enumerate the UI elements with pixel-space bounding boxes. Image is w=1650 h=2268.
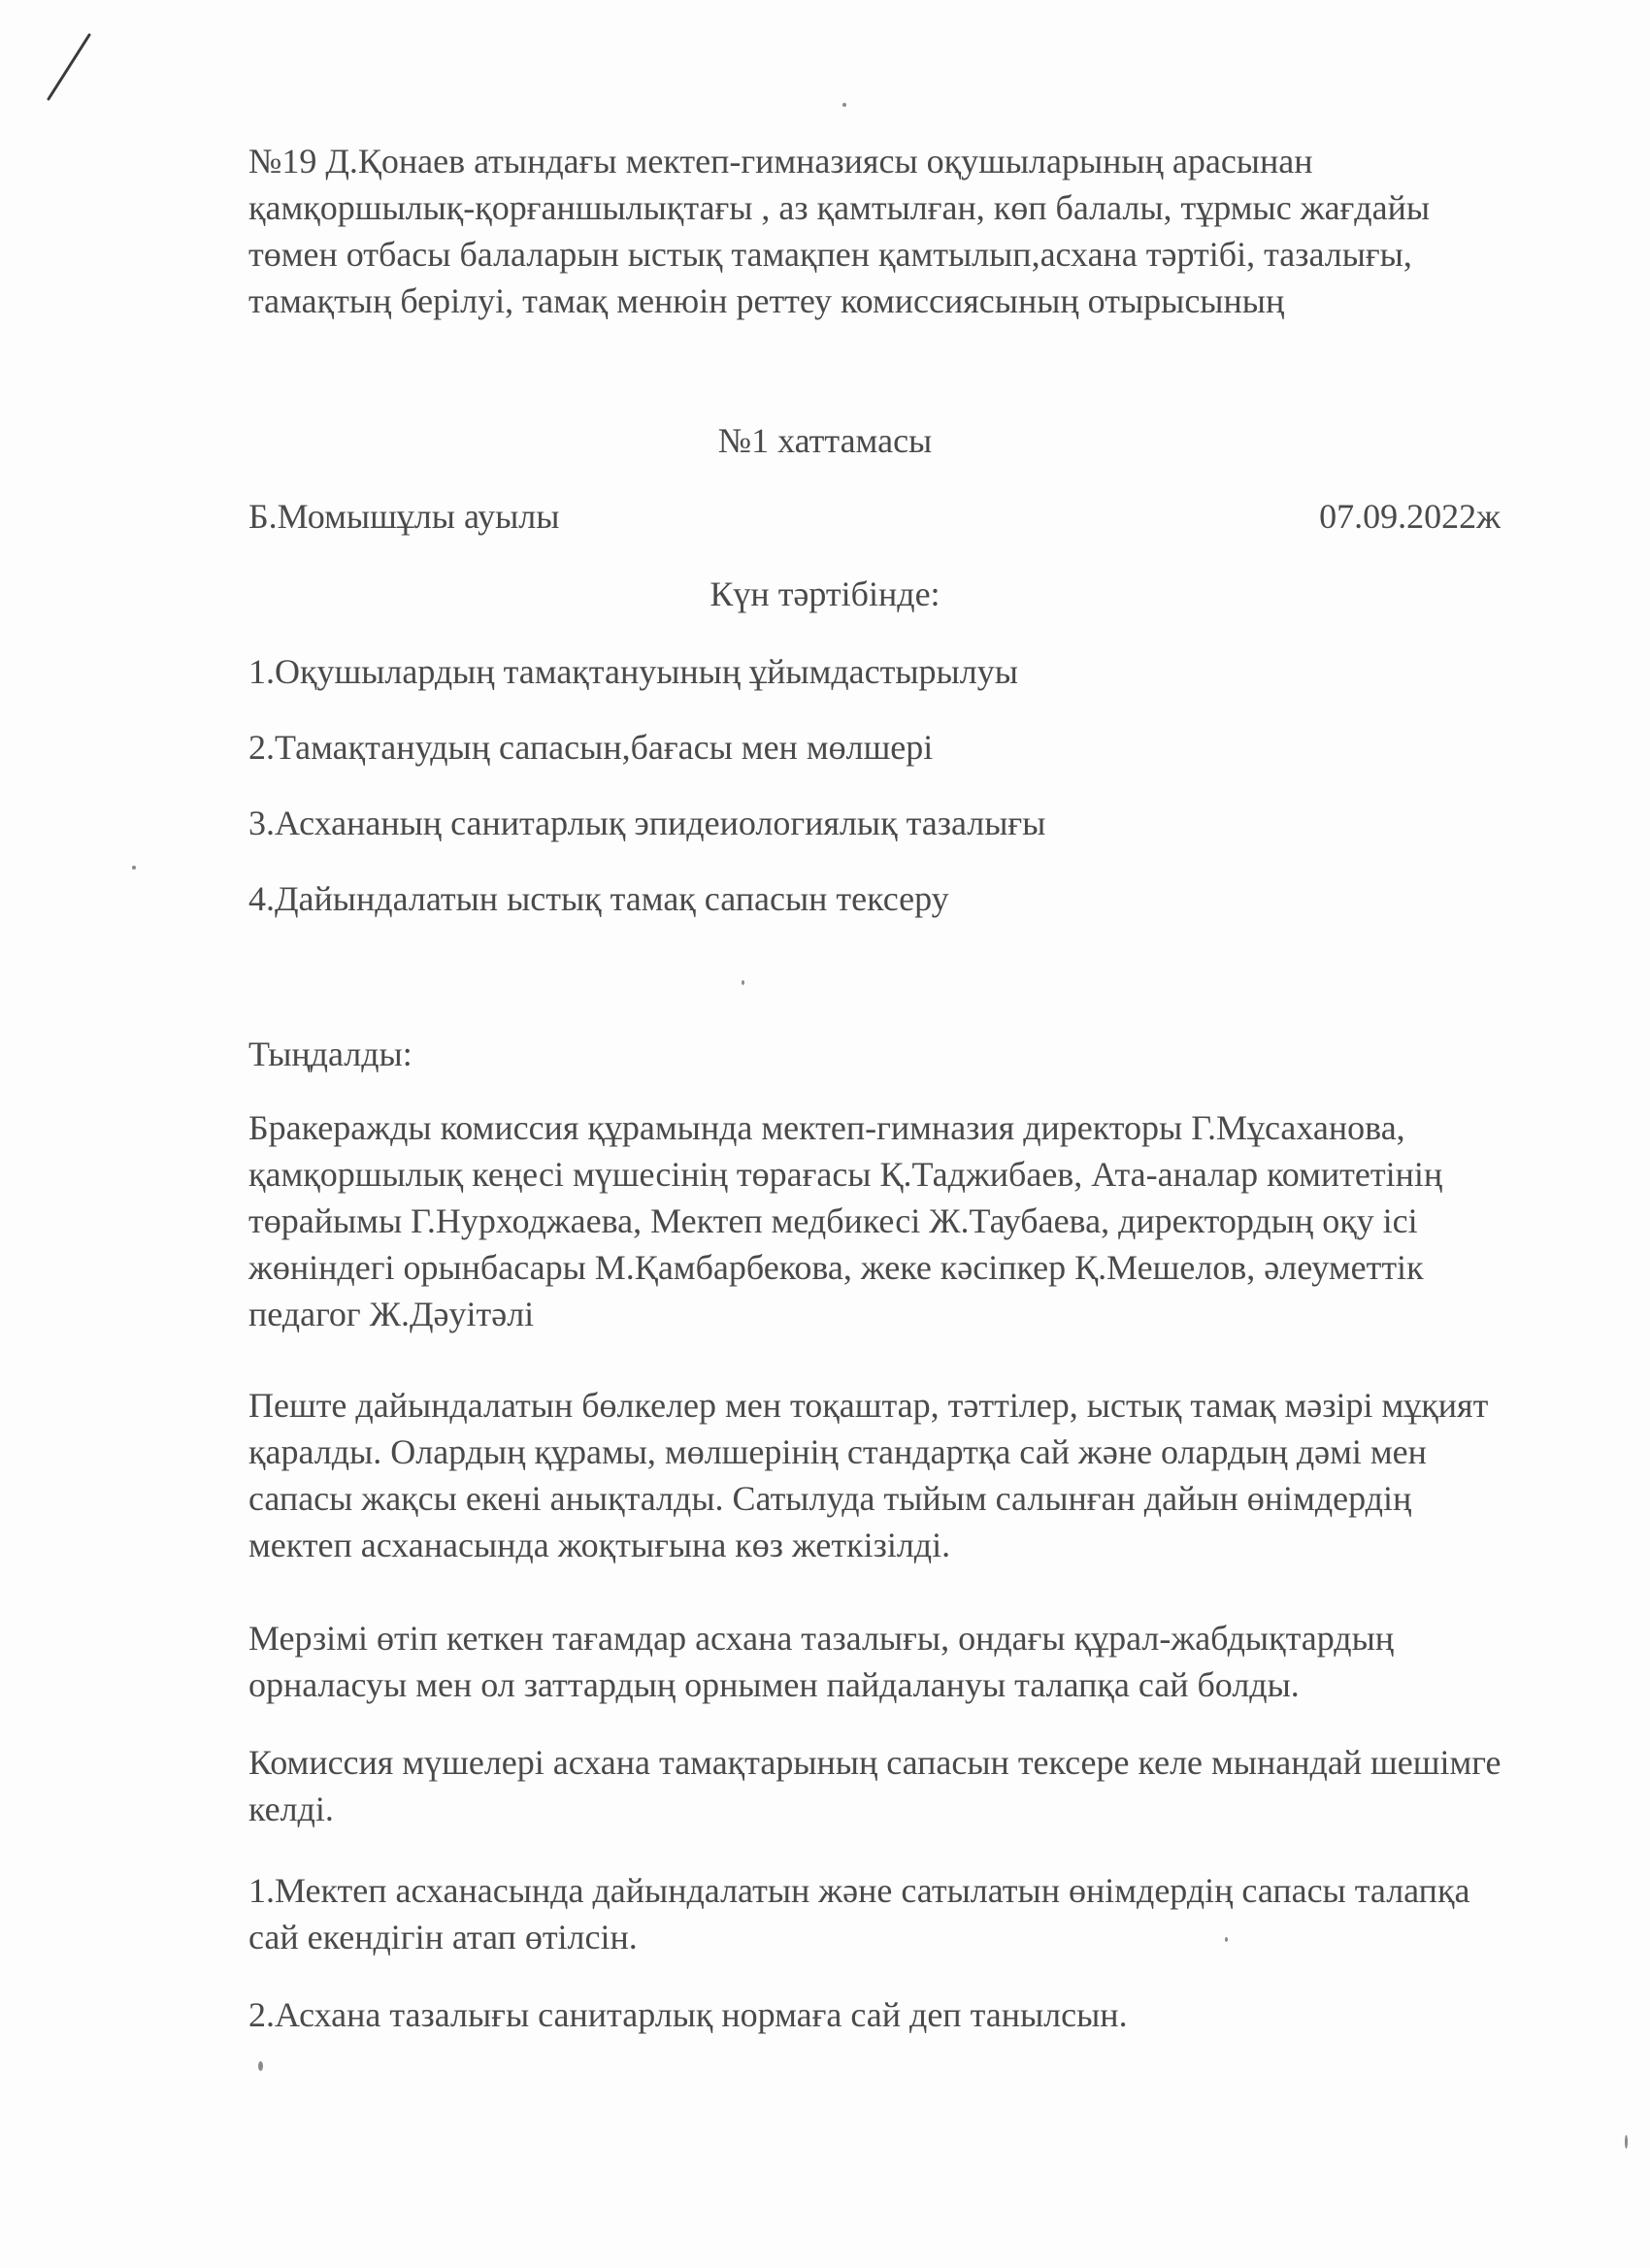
agenda-title: Күн тәртібінде: <box>710 575 940 613</box>
agenda-item: 4.Дайындалатын ыстық тамақ сапасын тексеру <box>248 879 949 918</box>
agenda-item: 1.Оқушылардың тамақтануының ұйымдастырылуы <box>248 652 1018 691</box>
menu-review-paragraph: Пеште дайындалатын бөлкелер мен тоқаштар, тәттілер, ыстық тамақ мәзірі мұқият қаралды. Олардың құрамы, мөлшерінің стандартқа сай және олардың дәмі мен сапасы жақсы екені анықталды. Сатылуда тыйым салынған дайын өнімдердің мектеп асханасында жоқтығына көз жеткізілді. <box>248 1386 1489 1564</box>
scan-speck <box>742 980 744 985</box>
document-date: 07.09.2022ж <box>1319 497 1501 536</box>
scan-speck <box>132 866 136 870</box>
cleanliness-paragraph: Мерзімі өтіп кеткен тағамдар асхана тазалығы, ондағы құрал-жабдықтардың орналасуы мен ол заттардың орнымен пайдалануы талапқа сай болды. <box>248 1619 1395 1704</box>
decision-item-1: 1.Мектеп асханасында дайындалатын және сатылатын өнімдердің сапасы талапқа сай екендігін атап өтілсін. <box>248 1871 1470 1956</box>
decision-intro-paragraph: Комиссия мүшелері асхана тамақтарының сапасын тексере келе мынандай шешімге келді. <box>248 1743 1502 1828</box>
protocol-title: №1 хаттамасы <box>717 421 933 460</box>
agenda-list <box>248 648 1510 951</box>
scan-speck <box>258 2061 263 2071</box>
handwritten-slash-mark <box>39 29 97 107</box>
agenda-item: 2.Тамақтанудың сапасын,бағасы мен мөлшері <box>248 728 934 767</box>
place-name: Б.Момышұлы ауылы <box>248 497 560 536</box>
scan-speck <box>842 103 846 107</box>
scan-speck <box>1625 2135 1628 2149</box>
place-date-row <box>248 493 1501 540</box>
listened-heading: Тыңдалды: <box>248 1035 412 1073</box>
document-header: №19 Д.Қонаев атындағы мектеп-гимназиясы оқушыларының арасынан қамқоршылық-қорғаншылықтағы , аз қамтылған, көп балалы, тұрмыс жағдайы төмен отбасы балаларын ыстық тамақпен қамтылып,асхана тәртібі, тазалығы, тамақтың берілуі, тамақ менюін реттеу комиссиясының отырысының <box>248 142 1431 320</box>
decision-item-2: 2.Асхана тазалығы санитарлық нормаға сай деп танылсын. <box>248 1995 1128 2034</box>
commission-members-paragraph: Бракеражды комиссия құрамында мектеп-гимназия директоры Г.Мұсаханова, қамқоршылық кеңесі мүшесінің төрағасы Қ.Таджибаев, Ата-аналар комитетінің төрайымы Г.Нурходжаева, Мектеп медбикесі Ж.Таубаева, директордың оқу ісі жөніндегі орынбасары М.Қамбарбекова, жеке кәсіпкер Қ.Мешелов, әлеуметтік педагог Ж.Дәуітәлі <box>248 1108 1443 1333</box>
agenda-item: 3.Асхананың санитарлық эпидеиологиялық тазалығы <box>248 804 1046 842</box>
scan-speck <box>1225 1937 1228 1942</box>
